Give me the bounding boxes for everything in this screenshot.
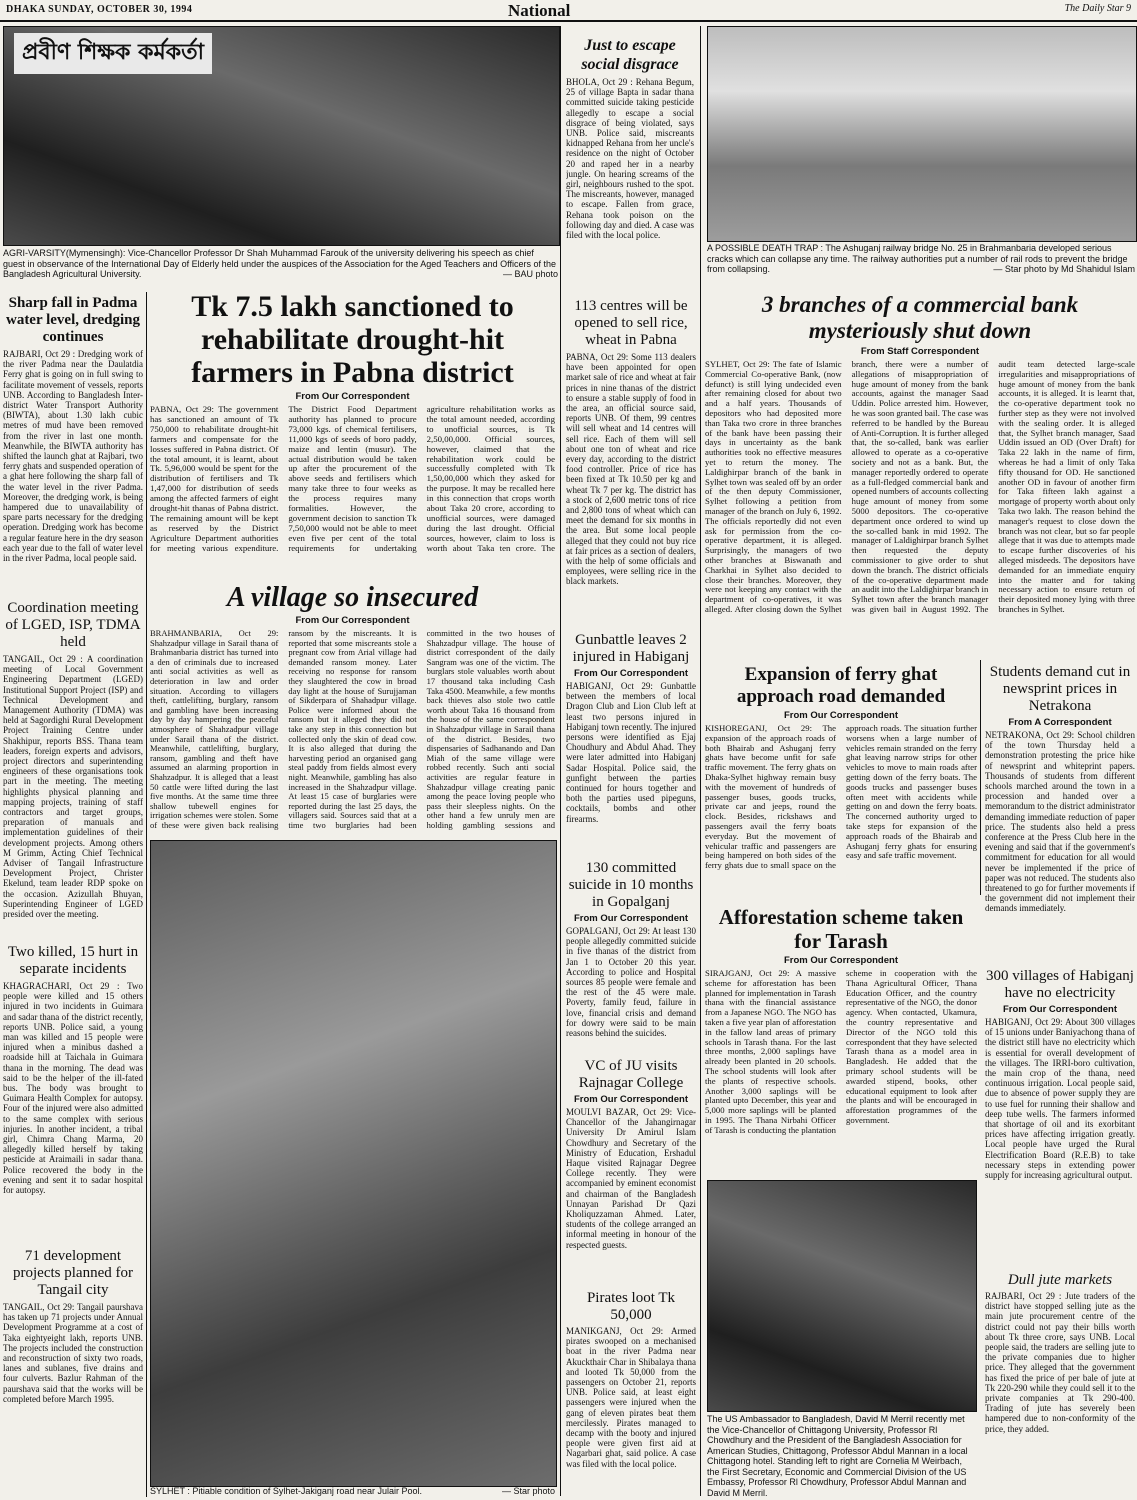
headline: 300 villages of Habiganj have no electricity <box>986 968 1134 1001</box>
ambassador-photo <box>707 1180 977 1412</box>
article-body: TANGAIL, Oct 29 : A coordination meeting of Local Government Engineering Department (LGED) Institutional Support Project (ISP) and Technical Development and Management Authority (TDMA) was held at Sagordighi Rural Development Project Training Centre under Shakhipur, reports BSS. Thana team leaders, foreign experts and advisors, project directors and superintending engineers of these organisations took part in the meeting. The meeting highlights physical planning and mapping projects, training of staff contractors and target groups, preparation of manuals and implementation guidelines of their development projects. Among others M Grimm, Acting Chief Technical Adviser of Tangail Infrastructure Development Project, Christer Ekelund, team leader RDP spoke on the occasion. Azizullah Bhuyan, Superintending Engineer of LGED presided over the meeting. <box>3 654 143 920</box>
article-body: HABIGANJ, Oct 29: About 300 villages of 15 unions under Baniyachong thana of the district still have no electricity which is essential for overall development of the villages. The IRRI-boro cultivation, the main crop of the thana, need continuous irrigation. Local people said, due to absence of power supply they are to use fuel for running their shallow and deep tube wells. The farmers informed that shortage of oil and its exorbitant prices have affecting irrigation greatly. Local people have urged the Rural Electrification Board (R.E.B) to take necessary steps in extending power supply for increasing agricultural output. <box>985 1017 1135 1181</box>
article-two-killed <box>3 944 143 1244</box>
article-jute <box>985 1272 1135 1497</box>
article-body: KHAGRACHARI, Oct 29 : Two people were killed and 15 others injured in two incidents in Guimara and sadar thana of the district recently, reports UNB. Police said, a young man was killed and 15 people were injured when a minibus dashed a roadside hill at Taichala in Guimara thana in the morning. The dead was said to be the helper of the ill-fated bus. The body was brought to Guimara Health Complex for autopsy. Four of the injured were also admitted to the same complex with serious injuries. In another incident, a tribal girl, Chimra Chang Marma, 20 allegedly killed herself by taking pesticide at Araimaili in sadar thana. Police recovered the body in the evening and sent it to sadar hospital for autopsy. <box>3 981 143 1196</box>
article-body: BHOLA, Oct 29 : Rehana Begum, 25 of village Bapta in sadar thana committed suicide taking pesticide allegedly to escape a social disgrace of being violated, says UNB. Police said, miscreants kidnapped Rehana from her uncle's residence on the night of October 20 and raped her in a nearby jungle. On hearing screams of the girl, neighbours rushed to the spot. The miscreants, however, managed to escape. Fallen from grace, Rehana took poison on the following day and died. A case was filed with the local police. <box>566 77 694 241</box>
bridge-photo-caption: A POSSIBLE DEATH TRAP : The Ashuganj railway bridge No. 25 in Brahmanbaria developed serious cracks which can collapse any time. The railway authorities put a number of rail rods to prevent the bridge from collapsing. — Star photo by Md Shahidul Islam <box>707 243 1135 274</box>
article-body: TANGAIL, Oct 29: Tangail paurshava has taken up 71 projects under Annual Development Programme at a cost of Taka eightyeight lakh, reports UNB. The projects included the construction and reconstruction of sixty two roads, lanes and sublanes, five drains and four culverts. Bazlur Rahman of the paurshava said that the works will be completed before March 1995. <box>3 1302 143 1404</box>
header-rule <box>0 20 1137 22</box>
article-lged <box>3 600 143 940</box>
article-body: GOPALGANJ, Oct 29: At least 130 people allegedly committed suicide in five thanas of the district from Jan 1 to October 20 this year. According to police and Hospital sources 85 people were female and the rest of the 45 were male. Poverty, family feud, failure in love, financial crisis and demand for dowry were said to be main reasons behind the suicides. <box>566 926 696 1039</box>
ambassador-photo-caption: The US Ambassador to Bangladesh, David M Merril recently met the Vice-Chancellor of Chittagong University, Professor Rl Chowdhury and the President of the Bangladesh Association for American Studies, Chittagong, Professor Abdul Mannan in a local Chittagong hotel. Standing left to right are Cornelia M Weirbach, the First Secretary, Economic and Commercial Division of the US Embassy, Professor Rl Chowdhury, Professor Abdul Mannan and David M Merril. <box>707 1414 968 1498</box>
column-rule <box>146 292 147 1497</box>
agri-varsity-photo <box>3 26 560 246</box>
headline: Dull jute markets <box>1007 1272 1113 1288</box>
bridge-photo-credit: — Star photo by Md Shahidul Islam <box>993 264 1135 274</box>
headline: Expansion of ferry ghat approach road demanded <box>736 664 946 707</box>
article-pirates <box>566 1290 696 1495</box>
article-body: RAJBARI, Oct 29 : Jute traders of the district have stopped selling jute as the main jute procurement centre of the district could not pay their bills worth about Tk three crore, says UNB. Local people said, the traders are selling jute to the private companies due to higher price. They alleged that the government has fixed the price of per bale of jute at Tk 220-290 while they could sell it to the private companies at Tk 290-400. Trading of jute has severely been hampered due to non-conformity of the price, they added. <box>985 1291 1135 1434</box>
article-padma <box>3 295 143 595</box>
road-photo-credit: — Star photo <box>501 1486 555 1496</box>
article-suicide <box>566 860 696 1055</box>
article-body: PABNA, Oct 29: The government has sanctioned an amount of Tk 750,000 to rehabilitate drought-hit farmers and compensate for the losses suffered in Pabna district. Of the total amount, it is learnt, about Tk. 5,96,000 would be spent for the distribution of fertilisers and Tk 1,47,000 for distribution of seeds among the affected farmers of eight drought-hit thanas of Pabna district. The remaining amount will be kept as reserved by the District Agriculture Department authorities for meeting various expenditure. The District Food Department authority has planned to procure 73,000 kgs. of chemical fertilisers, 11,000 kgs of seeds of boro paddy, maize and lentin (musur). The actual distribution would be taken up after the procurement of the above seeds and fertilisers which many take three to four weeks as the process requires many formalities. However, the government decision to sanction Tk 7,50,000 would not be able to meet even five per cent of the total requirements for undertaking agriculture rehabilitation works as the total amount needed, according to unofficial sources, is Tk 2,50,00,000. Official sources, however, claimed that the rehabilitation work could be successfully completed with Tk 1,50,00,000 which they asked for the purpose. It may be recalled here in this connection that crops worth about Taka 20 crore, according to unofficial sources, were damaged during the last drought. Official sources, however, claim to loss is worth about Taka ten crore. The <box>150 404 555 553</box>
article-body: PABNA, Oct 29: Some 113 dealers have been appointed for open market sale of rice and wheat at fair prices in nine thanas of the district to ensure a stable supply of food in the area, an official source said, reports UNB. Of them, 99 centres will sell wheat and 14 centres will sell rice. Each of them will sell about one ton of wheat and rice every day, according to the district food controller. Price of rice has been fixed at Tk 10.50 per kg and wheat Tk 7 per kg. The district has a stock of 2,600 metric tons of rice and 2,800 tons of wheat which can meet the demand for six months in the area. But some local people alleged that they could not buy rice at fair prices as a section of dealers, with the help of some officials and employees, were selling rice in the black markets. <box>566 352 696 587</box>
headline: Pirates loot Tk 50,000 <box>586 1290 676 1323</box>
article-tangail <box>3 1248 143 1498</box>
headline: Tk 7.5 lakh sanctioned to rehabilitate drought-hit farmers in Pabna district <box>191 290 514 389</box>
column-rule <box>700 26 701 1496</box>
agri-banner-text: প্রবীণ শিক্ষক কর্মকর্তা <box>14 33 212 74</box>
masthead: The Daily Star 9 <box>1064 3 1131 14</box>
headline: 3 branches of a commercial bank mysteriously shut down <box>761 292 1079 343</box>
headline: Just to escape social disgrace <box>581 37 679 73</box>
article-bank <box>705 292 1135 657</box>
agri-photo-credit: — BAU photo <box>502 269 558 279</box>
byline: From Our Correspondent <box>1002 1004 1117 1015</box>
article-body: BRAHMANBARIA, Oct 29: Shahzadpur village in Sarail thana of Brahmanbaria district has turned into a den of criminals due to increased anti social activities as well as deterioration in law and order situation. According to villagers theft, cattlelifting, burglary, ransom and gambling have been increasing day by day hampering the peaceful atmosphere of Shahzadpur village under Sarail thana of the district. Meanwhile, cattlelifting, burglary, ransom, gambling and theft have assumed an alarming proportion in Shahzadpur. It is alleged that a least 50 cattle were lifted during the last five months. At the same time three shallow tubewell engines for irrigation schemes were stolen. Some of these were given back realising ransom by the miscreants. It is reported that some miscreants stole a pregnant cow from Arial village had demanded ransom money. Later receiving no response for ransom they slaughtered the cow in broad day light at the house of Surujjaman of Sikderpara of Shahadpur village. Police were informed about the ransom but it alleged they did not take any step in this connection but collected only the skin of dead cow. It is also alleged that during the harvesting period an organised gang steal paddy from fields almost every night. Meanwhile, gambling has also increased in the Shahzadpur village. At least 15 case of burglaries were reported during the last 25 days, the villagers said. Sources said that at a time two burglaries had been committed in the two houses of Shahzadpur village. The house of district correspondent of the daily Sangram was one of the victim. The burglars stole valuables worth about 17 thousand taka including Cash Taka 4500. Meanwhile, a few months back thieves also stole two cattle worth about Taka 16 thousand from the house of the same correspondent in Shahzadpur village in Sarail thana of the district. Besides, two dispensaries of Sadhanando and Dan Miah of the same village were robbed recently. Such anti social activities are regular feature in Shahzadpur village creating panic among the peace loving people who pass their sleepless nights. On the other hand a few unruly men are holding gambling sessions and <box>150 628 555 830</box>
article-newsprint <box>985 664 1135 964</box>
article-body: HABIGANJ, Oct 29: Gunbattle between the members of local Dragon Club and Lion Club left at least two persons injured in Habiganj town recently. The injured persons were identified as Ejaj Choudhury and Abdul Ahad. They were later admitted into Habiganj Sadar Hospital. Police said, the gunfight between the parties continued for hours together and both the parties used pipeguns, cocktails, bombs and other firearms. <box>566 681 696 824</box>
byline: From Our Correspondent <box>573 668 688 679</box>
dateline: DHAKA SUNDAY, OCTOBER 30, 1994 <box>6 4 193 15</box>
headline: 130 committed suicide in 10 months in Gopalganj <box>568 860 694 910</box>
headline: Students demand cut in newsprint prices in Netrakona <box>989 664 1131 714</box>
headline: VC of JU visits Rajnagar College <box>578 1058 684 1091</box>
byline: From Staff Correspondent <box>860 346 980 357</box>
article-body: MANIKGANJ, Oct 29: Armed pirates swooped on a mechanised boat in the river Padma near Akuckthair Char in Shibalaya thana and looted Tk 50,000 from the passengers on October 21, reports UNB. Police said, at least eight passengers were injured when the gang of eleven pirates beat them mercilessly. Pirates managed to decamp with the booty and injured people were given first aid at Nagarbari ghat, said police. A case was filed with the local police. <box>566 1326 696 1469</box>
article-pabna-drought <box>150 290 555 580</box>
sylhet-road-photo <box>150 840 557 1487</box>
road-photo-caption: SYLHET : Pitiable condition of Sylhet-Jakiganj road near Julair Pool. — Star photo <box>150 1486 555 1496</box>
byline: From A Correspondent <box>1008 717 1112 728</box>
article-body: NETRAKONA, Oct 29: School children of the town Thursday held a demonstration protesting the price hike of newsprint and whiteprint papers. Thousands of students from different schools marched around the town in a procession and handed over a memorandum to the district administrator demanding immediate reduction of paper price. The students also held a press conference at the Press Club here in the evening and said that if the government's commitment for education for all would never be implemented if the price of paper was not reduced. The students also threatened to go for further movements if the government did not implement their demands immediately. <box>985 730 1135 914</box>
bridge-photo <box>707 26 1137 242</box>
article-habiganj-electricity <box>985 968 1135 1268</box>
headline: Two killed, 15 hurt in separate incidents <box>7 944 139 977</box>
page-header <box>0 0 1137 20</box>
article-village <box>150 582 555 837</box>
article-ferry <box>705 664 977 894</box>
article-body: SIRAJGANJ, Oct 29: A massive scheme for afforestation has been planned for implementation in Tarash thana with the financial assistance from a Japanese NGO. The NGO has taken a five year plan of afforestation in the fallow land areas of primary schools in Tarash thana. For the last three months, 2,000 saplings have already been planted in 20 schools. The school students will look after the plants of respective schools. Another 3,000 saplings will be planted upto December, this year and 5,000 more saplings will be planted in 1995. The Thana Nirbahi Officer of Tarash is conducting the plantation scheme in cooperation with the Thana Agricultural Officer, Thana Education Officer, and the country representative of the NGO, the donor agency. When contacted, Ukamura, the country representative and Director of the NGO told this correspondent that they have selected Tarash thana as a model area in Bangladesh. He added that the primary school students will be awarded stipend, books, other educational equipment to look after the plants and will be encouraged in afforestation programmes of the government. <box>705 968 977 1135</box>
article-body: MOULVI BAZAR, Oct 29: Vice-Chancellor of the Jahangirnagar University Dr Amirul Islam Chowdhury and Secretary of the Ministry of Education, Ershadul Haque visited Rajnagar Degree College recently. They were accompanied by eminent economist and chairman of the Bangladesh Unnayan Parishad Dr Qazi Kholiquzzaman Ahmed. Later, students of the college arranged an informal meeting in honour of the respected guests. <box>566 1107 696 1250</box>
article-disgrace <box>566 36 694 298</box>
headline: Gunbattle leaves 2 injured in Habiganj <box>572 632 690 665</box>
article-vc-ju <box>566 1058 696 1288</box>
headline: Sharp fall in Padma water level, dredging continues <box>5 295 140 345</box>
article-gunbattle <box>566 632 696 857</box>
article-body: RAJBARI, Oct 29 : Dredging work of the river Padma near the Daulatdia Ferry ghat is going on in full swing to facilitate movement of vessels, reports UNB. According to Bangladesh Inter-district Water Transport Authority (BIWTA), about 1.30 lakh cubic metres of mud have been removed from the river in last one month. Meanwhile, the BIWTA authority has shifted the launch ghat at Rajbari, two ferry ghats and suspended operation of a ghat here following the sharp fall of the water level in the river Padma. Moreover, the dredging work, is being hampered due to unavailability of spare parts necessary for the dredging operation. Dredging work has become a regular feature here in the dry season each year due to the fall of water level in the river Padma, local people said. <box>3 349 143 564</box>
agri-photo-caption: AGRI-VARSITY(Mymensingh): Vice-Chancellor Professor Dr Shah Muhammad Farouk of the university delivering his speech as chief guest in observance of the International Day of Elderly held under the auspices of the Association for the Aged Teachers and Officers of the Bangladesh Agricultural University. — BAU photo <box>3 248 558 279</box>
headline: 113 centres will be opened to sell rice, wheat in Pabna <box>574 298 688 348</box>
headline: 71 development projects planned for Tangail city <box>13 1248 133 1298</box>
article-afforestation <box>705 905 977 1170</box>
article-rice-centres <box>566 298 696 628</box>
section-title: National <box>508 1 571 20</box>
byline: From Our Correspondent <box>783 710 898 721</box>
byline: From Our Correspondent <box>295 615 410 626</box>
headline: Coordination meeting of LGED, ISP, TDMA held <box>5 600 141 650</box>
headline: Afforestation scheme taken for Tarash <box>718 905 964 953</box>
article-body: KISHOREGANJ, Oct 29: The expansion of the approach roads of both Bhairab and Ashuganj ferry ghats have become unfit for safe traffic movement. The ferry ghats on Dhaka-Sylhet highway remain busy with the movement of hundreds of passenger buses, goods trucks, private car and jeeps, round the clock. Besides, rickshaws and passengers avail the ferry boats everyday. But the movement of vehicular traffic and passengers are being hampered on both sides of the ferry ghats due to small space on the approach roads. The situation further worsens when a large number of vehicles remain stranded on the ferry ghat leaving narrow strips for other vehicles to move to main roads after getting down of the ferry boats. The goods trucks and passenger buses often meet with accidents while getting on and down the ferry boats. The concerned authority urged to take steps for expansion of the approach roads of the Bhairab and Ashuganj ferry ghats for ensuring easy and safe traffic movement. <box>705 723 977 871</box>
column-rule <box>560 26 561 1496</box>
column-rule <box>980 660 981 895</box>
byline: From Our Correspondent <box>573 913 688 924</box>
article-body: SYLHET, Oct 29: The fate of Islamic Commercial Co-operative Bank, (now defunct) is still lying undecided even after remaining closed for about two and a half years. Thousands of depositors who had deposited more than Taka two crore in three branches of the bank have been passing their days in uncertainty as the bank authorities took no effective measures yet to return the money. The Laldighirpar branch of the bank in Sylhet town was sealed off by an order of the then deputy Commissioner, Sylhet following a petition from manager of the branch on July 6, 1992. The officials reportedly did not even ask for permission from the co-operative department, it is alleged. Surprisingly, the managers of two other branches at Biswanath and Charkhai in Sylhet also decided to close their branches. Moreover, they were not keeping any contact with the department of co-operatives, it was alleged. After closing down the Sylhet branch, there were a number of allegations of misappropriation of huge amount of money from the bank accounts, against the manager Saad Uddin. Police arrested him. However, he was soon granted bail. The case was referred to be handled by the Bureau of Anti-Corruption. It is further alleged that, the so-called, bank was earlier allowed to operate as a co-operative society and not as a bank. But, the manager reportedly ordered to operate as a full-fledged commercial bank and opened numbers of accounts collecting huge amount of money from some 5000 depositors. The co-operative department once ordered to wind up the so-called bank in mid 1992. The manager of Laldighirpar branch Sylhet then requested the deputy commissioner to give order to shut down the branch. The district officials of the co-operative department made an audit into the Laldighirpar branch in Sylhet town after the branch manager was given bail in August 1992. The audit team detected large-scale irregularities and misappropriations of huge amount of money from the bank accounts, it is alleged. It is learnt that, the co-operative department took no further step as they were not involved with the sealing order. It is alleged that, the Sylhet branch manager, Saad Uddin issued an OD (Over Draft) for Taka 22 lakh in the name of firm, whereas he had a limit of only Taka fifty thousand for OD. He sanctioned another OD in favour of another firm for Taka fifteen lakh against a mortgage of property worth about only Taka two lakh. The reason behind the manager's request to close down the branch was not clear, but so far people allege that it was due to attempts made to escape further discoveries of his alleged misdeeds. The depositors have demanded for an immediate enquiry into the matter and for taking necessary action to ensure return of their deposited money lying with three branches in Sylhet. <box>705 359 1135 614</box>
byline: From Our Correspondent <box>783 955 898 966</box>
byline: From Our Correspondent <box>573 1094 688 1105</box>
headline: A village so insecured <box>226 582 479 613</box>
byline: From Our Correspondent <box>295 391 410 402</box>
